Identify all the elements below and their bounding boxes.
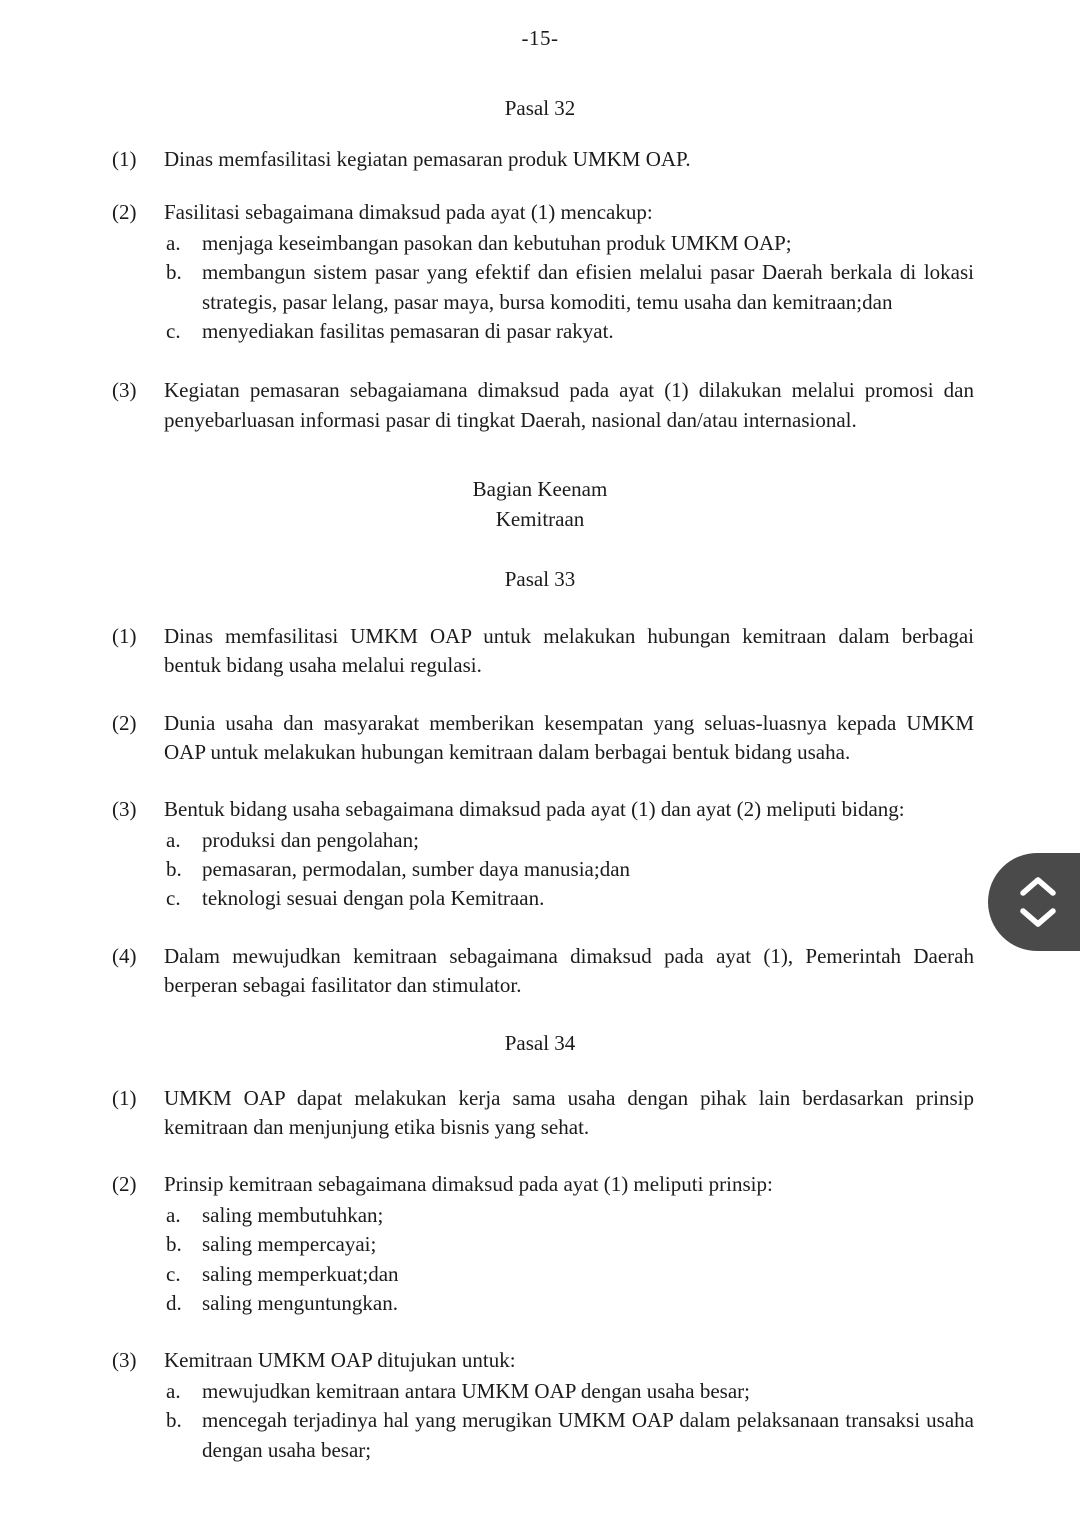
list-item-text: saling membutuhkan; — [202, 1202, 384, 1227]
list-item-text: saling mempercayai; — [202, 1232, 377, 1257]
list-item — [166, 1289, 974, 1318]
clause-pasal34-ayat3 — [0, 1346, 1080, 1465]
list-item — [166, 1377, 974, 1406]
list-item-letter: b. — [166, 857, 182, 882]
list-item — [166, 229, 974, 258]
clause-text: Prinsip kemitraan sebagaimana dimaksud pada ayat (1) meliputi prinsip: — [164, 1172, 773, 1197]
list-item — [166, 855, 974, 884]
heading-pasal-33: Pasal 33 — [504, 566, 576, 591]
sublist-pasal32-ayat2 — [164, 229, 974, 347]
bagian-name: Kemitraan — [495, 506, 585, 531]
clause-text: Dinas memfasilitasi kegiatan pemasaran produk UMKM OAP. — [164, 147, 691, 171]
list-item-letter: d. — [166, 1291, 182, 1315]
clause-text: Fasilitasi sebagaimana dimaksud pada ayat (1) mencakup: — [164, 200, 653, 225]
chevron-down-icon[interactable] — [1018, 907, 1058, 929]
list-item-text: menjaga keseimbangan pasokan dan kebutuhan produk UMKM OAP; — [202, 230, 792, 255]
list-item — [166, 1230, 974, 1259]
clause-pasal33-ayat4 — [0, 942, 1080, 1001]
clause-number: (2) — [112, 710, 137, 735]
clause-pasal33-ayat1 — [0, 622, 1080, 681]
chevron-up-icon[interactable] — [1018, 875, 1058, 897]
clause-pasal34-ayat1 — [0, 1084, 1080, 1143]
list-item-letter: b. — [166, 260, 182, 285]
list-item-letter: a. — [166, 827, 181, 852]
list-item-text: menyediakan fasilitas pemasaran di pasar rakyat. — [202, 318, 614, 343]
list-item-text: pemasaran, permodalan, sumber daya manusia;dan — [202, 857, 631, 882]
clause-number: (2) — [112, 1172, 137, 1197]
clause-text: Dalam mewujudkan kemitraan sebagaimana dimaksud pada ayat (1), Pemerintah Daerah berperan sebagai fasilitator dan stimulator. — [164, 943, 974, 998]
list-item-letter: b. — [166, 1232, 182, 1257]
page-number: -15- — [521, 26, 559, 50]
sublist-pasal33-ayat3 — [164, 826, 974, 914]
clause-number: (1) — [112, 147, 137, 171]
clause-pasal33-ayat3 — [0, 795, 1080, 914]
list-item — [166, 317, 974, 346]
list-item — [166, 1406, 974, 1465]
list-item-text: teknologi sesuai dengan pola Kemitraan. — [202, 886, 545, 911]
bagian-label: Bagian Keenam — [472, 477, 608, 502]
heading-pasal-34: Pasal 34 — [504, 1030, 576, 1055]
list-item-text: membangun sistem pasar yang efektif dan efisien melalui pasar Daerah berkala di lokasi strategis, pasar lelang, pasar maya, bursa komoditi, temu usaha dan kemitraan;dan — [202, 260, 974, 314]
clause-text: UMKM OAP dapat melakukan kerja sama usaha dengan pihak lain berdasarkan prinsip kemitraan dan menjunjung etika bisnis yang sehat. — [164, 1085, 974, 1140]
list-item-letter: c. — [166, 1261, 181, 1286]
clause-text: Kegiatan pemasaran sebagaiamana dimaksud pada ayat (1) dilakukan melalui promosi dan penyebarluasan informasi pasar di tingkat Daerah, nasional dan/atau internasional. — [164, 378, 974, 432]
clause-number: (4) — [112, 943, 137, 968]
section-title-bagian — [0, 475, 1080, 535]
list-item-text: mencegah terjadinya hal yang merugikan UMKM OAP dalam pelaksanaan transaksi usaha dengan usaha besar; — [202, 1408, 974, 1462]
clause-number: (3) — [112, 378, 137, 403]
clause-text: Dinas memfasilitasi UMKM OAP untuk melakukan hubungan kemitraan dalam berbagai bentuk bidang usaha melalui regulasi. — [164, 623, 974, 678]
list-item — [166, 884, 974, 913]
list-item-letter: a. — [166, 230, 181, 255]
clause-text: Bentuk bidang usaha sebagaimana dimaksud pada ayat (1) dan ayat (2) meliputi bidang: — [164, 797, 905, 822]
list-item-text: saling menguntungkan. — [202, 1291, 398, 1315]
heading-pasal-32: Pasal 32 — [504, 96, 576, 120]
clause-pasal32-ayat2 — [0, 198, 1080, 346]
clause-number: (1) — [112, 1085, 137, 1110]
list-item-letter: c. — [166, 886, 181, 911]
clause-text: Kemitraan UMKM OAP ditujukan untuk: — [164, 1348, 516, 1373]
clause-number: (3) — [112, 1348, 137, 1373]
list-item-letter: c. — [166, 318, 181, 343]
clause-number: (1) — [112, 623, 137, 648]
list-item-letter: b. — [166, 1408, 182, 1433]
list-item-text: mewujudkan kemitraan antara UMKM OAP dengan usaha besar; — [202, 1378, 750, 1403]
list-item — [166, 1201, 974, 1230]
list-item — [166, 826, 974, 855]
clause-number: (3) — [112, 797, 137, 822]
list-item-letter: a. — [166, 1202, 181, 1227]
clause-pasal34-ayat2 — [0, 1170, 1080, 1318]
list-item-text: saling memperkuat;dan — [202, 1261, 399, 1286]
sublist-pasal34-ayat3 — [164, 1377, 974, 1465]
list-item-letter: a. — [166, 1378, 181, 1403]
clause-text: Dunia usaha dan masyarakat memberikan kesempatan yang seluas-luasnya kepada UMKM OAP untuk melakukan hubungan kemitraan dalam berbagai bentuk bidang usaha. — [164, 710, 974, 764]
clause-pasal33-ayat2 — [0, 709, 1080, 768]
list-item — [166, 1260, 974, 1289]
clause-number: (2) — [112, 200, 137, 225]
clause-pasal32-ayat3 — [0, 376, 1080, 435]
scroll-control-widget[interactable] — [988, 853, 1080, 951]
clause-pasal32-ayat1 — [0, 145, 1080, 174]
list-item — [166, 258, 974, 317]
sublist-pasal34-ayat2 — [164, 1201, 974, 1319]
list-item-text: produksi dan pengolahan; — [202, 827, 419, 852]
